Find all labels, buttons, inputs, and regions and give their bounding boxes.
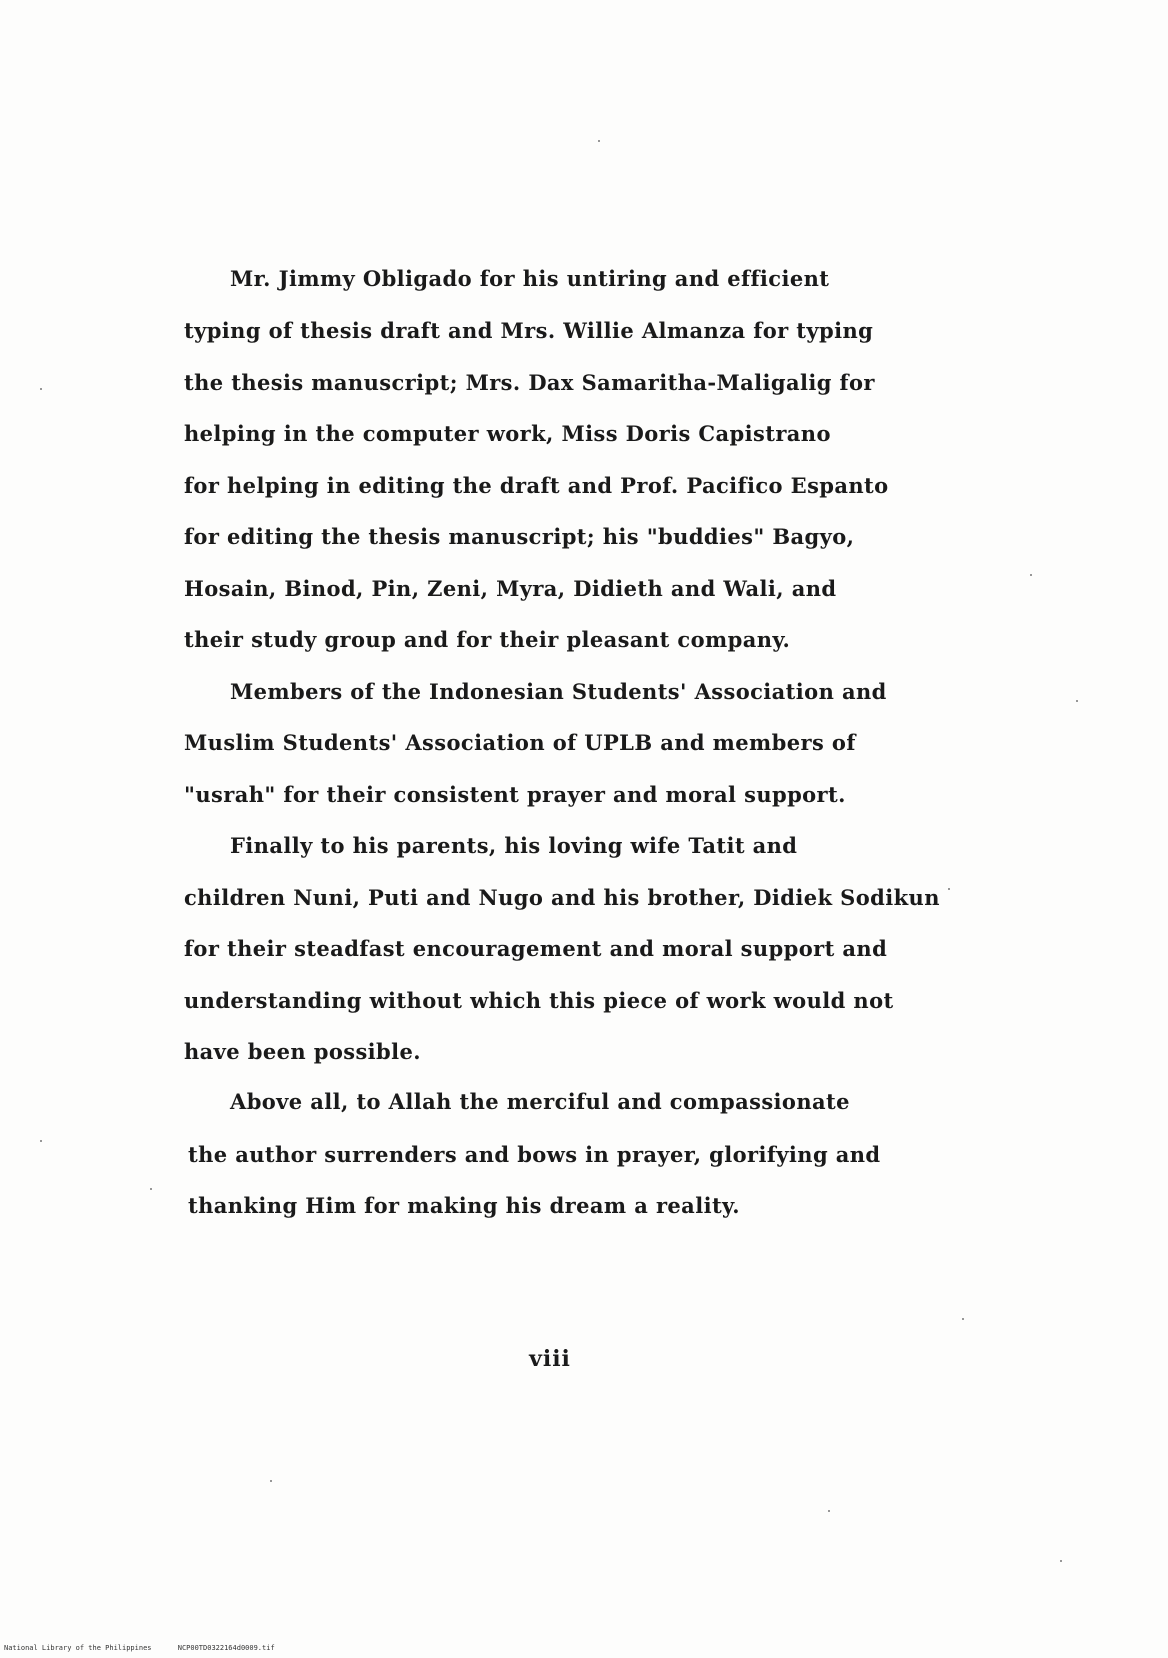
text-line: the author surrenders and bows in prayer, glorifying and bbox=[188, 1142, 881, 1167]
text-line: have been possible. bbox=[184, 1039, 421, 1064]
scan-speck bbox=[40, 1140, 42, 1142]
text-line: typing of thesis draft and Mrs. Willie Almanza for typing bbox=[184, 318, 874, 343]
text-line: helping in the computer work, Miss Doris Capistrano bbox=[184, 421, 831, 446]
text-line: Members of the Indonesian Students' Association and bbox=[230, 679, 887, 704]
text-line: for editing the thesis manuscript; his "buddies" Bagyo, bbox=[184, 524, 855, 549]
scan-speck bbox=[1076, 700, 1078, 702]
scan-speck bbox=[1060, 1560, 1062, 1562]
text-line: the thesis manuscript; Mrs. Dax Samaritha-Maligalig for bbox=[184, 370, 875, 395]
scan-speck bbox=[962, 1318, 964, 1320]
text-line: Mr. Jimmy Obligado for his untiring and efficient bbox=[230, 266, 830, 291]
scan-filename: NCP00TD0322164d0009.tif bbox=[177, 1644, 275, 1652]
scan-speck bbox=[1030, 574, 1032, 576]
text-line: for helping in editing the draft and Prof. Pacifico Espanto bbox=[184, 473, 889, 498]
scan-speck bbox=[598, 140, 600, 142]
scan-speck bbox=[40, 388, 42, 390]
scan-speck bbox=[948, 888, 950, 890]
text-line: thanking Him for making his dream a reality. bbox=[188, 1193, 740, 1218]
text-line: for their steadfast encouragement and moral support and bbox=[184, 936, 888, 961]
scan-speck bbox=[828, 1510, 830, 1512]
text-line: children Nuni, Puti and Nugo and his brother, Didiek Sodikun bbox=[184, 885, 940, 910]
text-line: understanding without which this piece of work would not bbox=[184, 988, 894, 1013]
library-credit: National Library of the Philippines bbox=[4, 1644, 152, 1652]
text-line: Above all, to Allah the merciful and compassionate bbox=[230, 1089, 850, 1114]
text-line: "usrah" for their consistent prayer and moral support. bbox=[184, 782, 846, 807]
scan-footer bbox=[4, 1644, 275, 1652]
scan-speck bbox=[150, 1188, 152, 1190]
text-line: Finally to his parents, his loving wife Tatit and bbox=[230, 833, 798, 858]
text-line: Hosain, Binod, Pin, Zeni, Myra, Didieth and Wali, and bbox=[184, 576, 837, 601]
text-line: Muslim Students' Association of UPLB and members of bbox=[184, 730, 856, 755]
scan-speck bbox=[270, 1480, 272, 1482]
text-line: their study group and for their pleasant company. bbox=[184, 627, 791, 652]
page-number: viii bbox=[529, 1346, 571, 1372]
